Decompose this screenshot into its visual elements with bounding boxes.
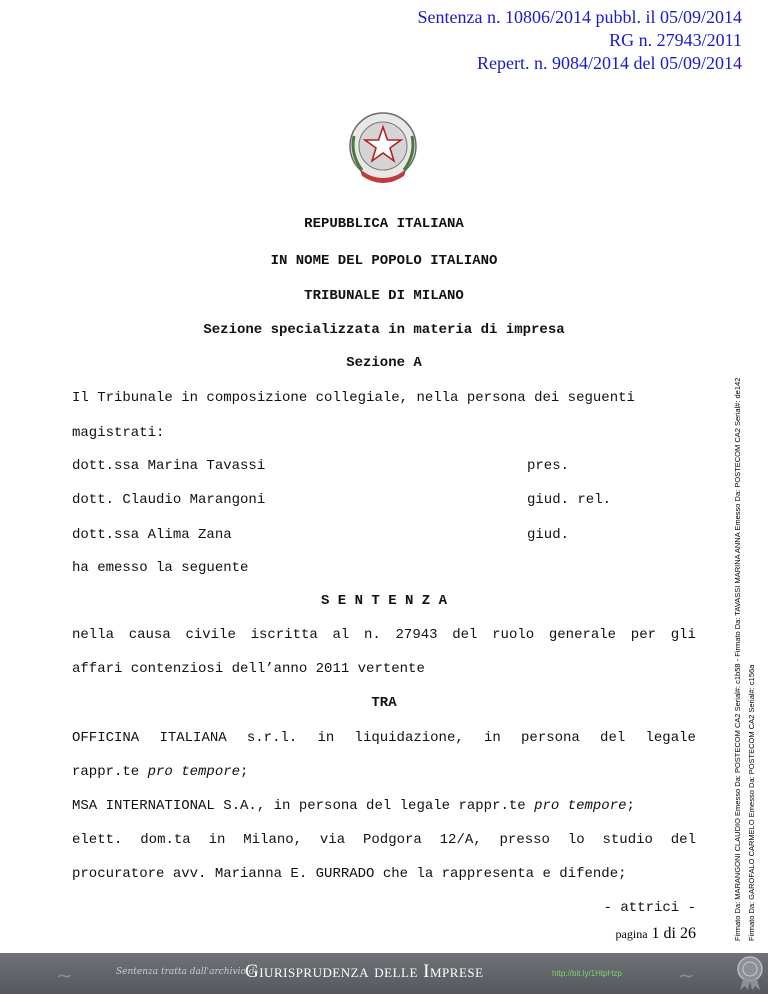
word: OFFICINA <box>72 730 140 746</box>
word: in <box>208 832 226 848</box>
word: ruolo <box>492 627 535 643</box>
party-line: procuratore avv. Marianna E. GURRADO che la rappresenta e difende; <box>72 866 627 882</box>
title-section: Sezione A <box>346 355 422 371</box>
party-line <box>72 764 248 780</box>
word: studio <box>602 832 653 848</box>
word: via <box>319 832 346 848</box>
rg-number: RG n. 27943/2011 <box>609 30 742 50</box>
seal-icon <box>734 955 766 991</box>
word: presso <box>499 832 550 848</box>
party-role: - attrici - <box>603 900 696 916</box>
document-header <box>418 6 742 75</box>
judge-name: dott.ssa Marina Tavassi <box>72 458 266 474</box>
text: ; <box>240 764 249 780</box>
judge-role: giud. <box>527 527 570 543</box>
word: Milano, <box>243 832 303 848</box>
sentence-number: Sentenza n. 10806/2014 pubbl. il 05/09/2014 <box>417 7 742 27</box>
word: 12/A, <box>439 832 482 848</box>
word: dom.ta <box>140 832 191 848</box>
word: ITALIANA <box>159 730 227 746</box>
intro-line: magistrati: <box>72 425 165 441</box>
judge-role: giud. rel. <box>527 492 612 508</box>
footer-brand: Giurisprudenza delle Imprese <box>245 961 484 982</box>
word: causa <box>128 627 171 643</box>
cause-line: affari contenziosi dell’anno 2011 vertente <box>72 661 425 677</box>
word: generale <box>548 627 617 643</box>
judge-name: dott. Claudio Marangoni <box>72 492 266 508</box>
emblem-icon <box>346 106 420 190</box>
pro-tempore: pro tempore <box>147 764 241 780</box>
page-count: 1 di 26 <box>651 925 696 942</box>
word: persona <box>521 730 580 746</box>
title-special-section: Sezione specializzata in materia di impresa <box>203 322 565 338</box>
page-number <box>616 925 696 943</box>
judge-role: pres. <box>527 458 570 474</box>
signature-line: Firmato Da: MARANGONI CLAUDIO Emesso Da: POSTECOM CA2 Serial#: c1b58 - Firmato Da: TAVASSI MARINA ANNA Emesso Da: POSTECOM CA2 Serial#: de142 <box>733 377 742 941</box>
cause-line <box>72 627 696 643</box>
word: del <box>670 832 696 848</box>
pro-tempore: pro tempore <box>534 798 627 814</box>
word: del <box>452 627 478 643</box>
word: lo <box>567 832 585 848</box>
word: al <box>332 627 350 643</box>
word: nella <box>72 627 115 643</box>
title-court: TRIBUNALE DI MILANO <box>304 288 464 304</box>
text: MSA INTERNATIONAL S.A., in persona del legale rappr.te <box>72 798 535 814</box>
footer-link[interactable]: http://bit.ly/1HtpHzp <box>552 969 622 978</box>
sentenza-heading: S E N T E N Z A <box>320 593 448 609</box>
word: elett. <box>72 832 123 848</box>
footer-caption: Sentenza tratta dall'archivio di <box>116 967 258 977</box>
word: civile <box>185 627 236 643</box>
repertory-number: Repert. n. 9084/2014 del 05/09/2014 <box>477 53 742 73</box>
page-label: pagina <box>615 927 648 941</box>
word: s.r.l. <box>246 730 298 746</box>
swirl-icon: ~ <box>678 963 695 987</box>
title-people: IN NOME DEL POPOLO ITALIANO <box>270 253 498 269</box>
word: legale <box>645 730 696 746</box>
word: liquidazione, <box>354 730 464 746</box>
party-line <box>72 798 635 814</box>
tra-heading: TRA <box>371 695 397 711</box>
swirl-icon: ~ <box>56 963 73 987</box>
title-republic: REPUBBLICA ITALIANA <box>304 216 464 232</box>
word: gli <box>670 627 696 643</box>
word: per <box>630 627 657 643</box>
word: Podgora <box>362 832 422 848</box>
signature-line: Firmato Da: GAROFALO CARMELO Emesso Da: POSTECOM CA2 Serial#: c156a <box>747 664 756 941</box>
word: in <box>483 730 501 746</box>
footer-banner <box>0 953 768 994</box>
emits-line: ha emesso la seguente <box>72 560 249 576</box>
party-line <box>72 730 696 746</box>
text: rappr.te <box>72 764 148 780</box>
party-line <box>72 832 696 848</box>
text: ; <box>626 798 635 814</box>
word: in <box>317 730 335 746</box>
judge-name: dott.ssa Alima Zana <box>72 527 232 543</box>
word: 27943 <box>395 627 438 643</box>
word: iscritta <box>250 627 318 643</box>
intro-line: Il Tribunale in composizione collegiale, nella persona dei seguenti <box>72 390 635 406</box>
word: del <box>600 730 626 746</box>
word: n. <box>364 627 381 643</box>
